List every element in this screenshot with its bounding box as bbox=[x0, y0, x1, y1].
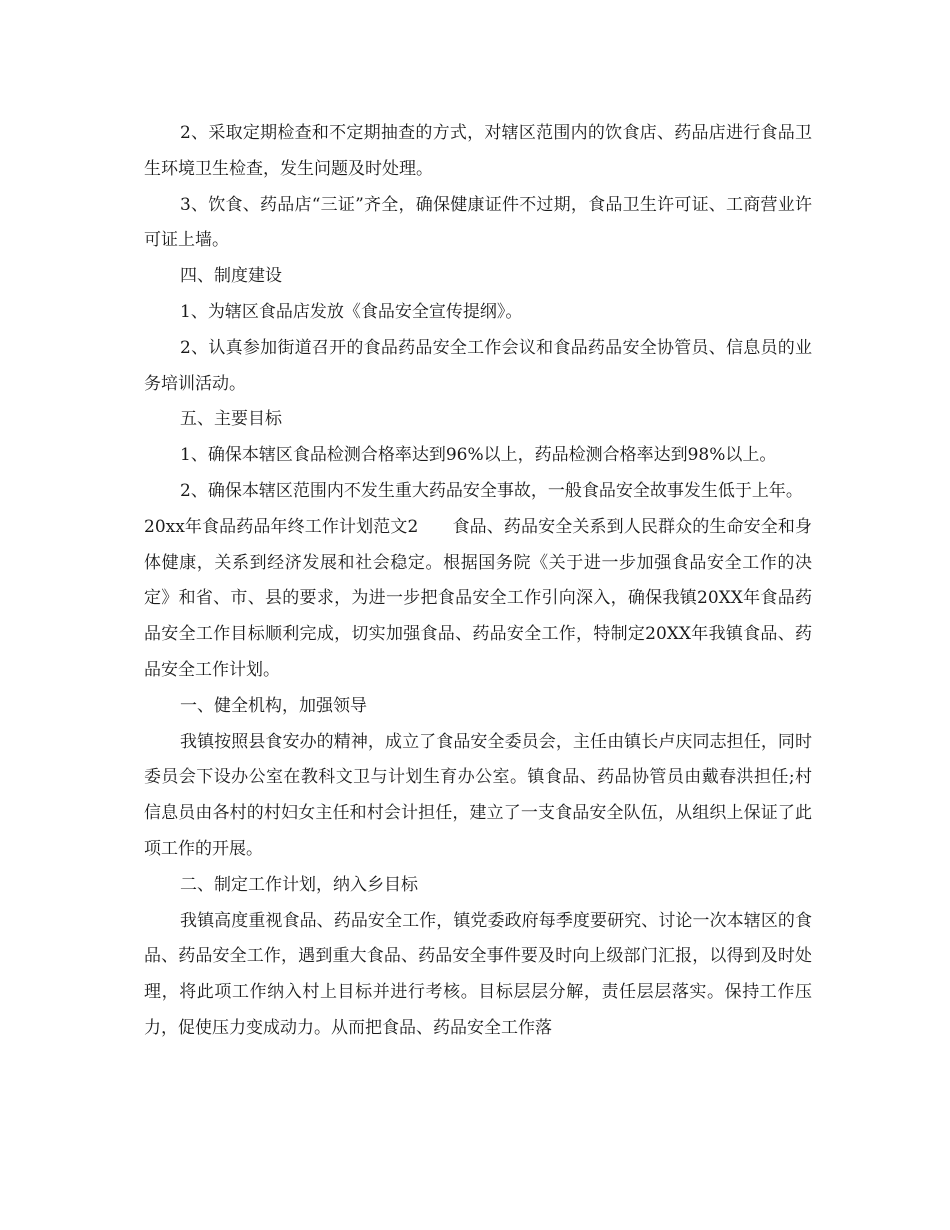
paragraph-certificates: 3、饮食、药品店“三证”齐全，确保健康证件不过期，食品卫生许可证、工商营业许可证上墙。 bbox=[144, 194, 812, 251]
heading-system-building: 四、制度建设 bbox=[180, 266, 282, 287]
section-block bbox=[144, 510, 812, 689]
paragraph-pass-rate: 1、确保本辖区食品检测合格率达到96%以上，药品检测合格率达到98%以上。 bbox=[180, 445, 777, 466]
paragraph-committee: 我镇按照县食安办的精神，成立了食品安全委员会，主任由镇长卢庆同志担任，同时委员会下设办公室在教科文卫与计划生育办公室。镇食品、药品协管员由戴春洪担任;村信息员由各村的村妇女主任和村会计担任，建立了一支食品安全队伍，从组织上保证了此项工作的开展。 bbox=[144, 731, 812, 859]
paragraph-inspection: 2、采取定期检查和不定期抽查的方式，对辖区范围内的饮食店、药品店进行食品卫生环境卫生检查，发生问题及时处理。 bbox=[144, 123, 812, 179]
document-body bbox=[144, 116, 812, 1047]
heading-organization: 一、健全机构，加强领导 bbox=[180, 695, 367, 716]
paragraph-outline: 1、为辖区食品店发放《食品安全宣传提纲》。 bbox=[180, 301, 523, 322]
heading-main-goals: 五、主要目标 bbox=[180, 409, 282, 430]
paragraph-work-plan: 我镇高度重视食品、药品安全工作，镇党委政府每季度要研究、讨论一次本辖区的食品、药品安全工作，遇到重大食品、药品安全事件要及时向上级部门汇报，以得到及时处理，将此项工作纳入村上目标并进行考核。目标层层分解，责任层层落实。保持工作压力，促使压力变成动力。从而把食品、药品安全工作落 bbox=[144, 910, 812, 1038]
paragraph-no-accidents: 2、确保本辖区范围内不发生重大药品安全事故，一般食品安全故事发生低于上年。 bbox=[180, 480, 803, 501]
heading-work-plan: 二、制定工作计划，纳入乡目标 bbox=[180, 874, 418, 895]
section-title: 20xx年食品药品年终工作计划范文2 bbox=[144, 516, 419, 537]
section-intro: 食品、药品安全关系到人民群众的生命安全和身体健康，关系到经济发展和社会稳定。根据国务院《关于进一步加强食品安全工作的决定》和省、市、县的要求，为进一步把食品安全工作引向深入，确保我镇20XX年食品药品安全工作目标顺利完成，切实加强食品、药品安全工作，特制定20XX年我镇食品、药品安全工作计划。 bbox=[144, 516, 812, 680]
paragraph-training: 2、认真参加街道召开的食品药品安全工作会议和食品药品安全协管员、信息员的业务培训活动。 bbox=[144, 337, 812, 394]
